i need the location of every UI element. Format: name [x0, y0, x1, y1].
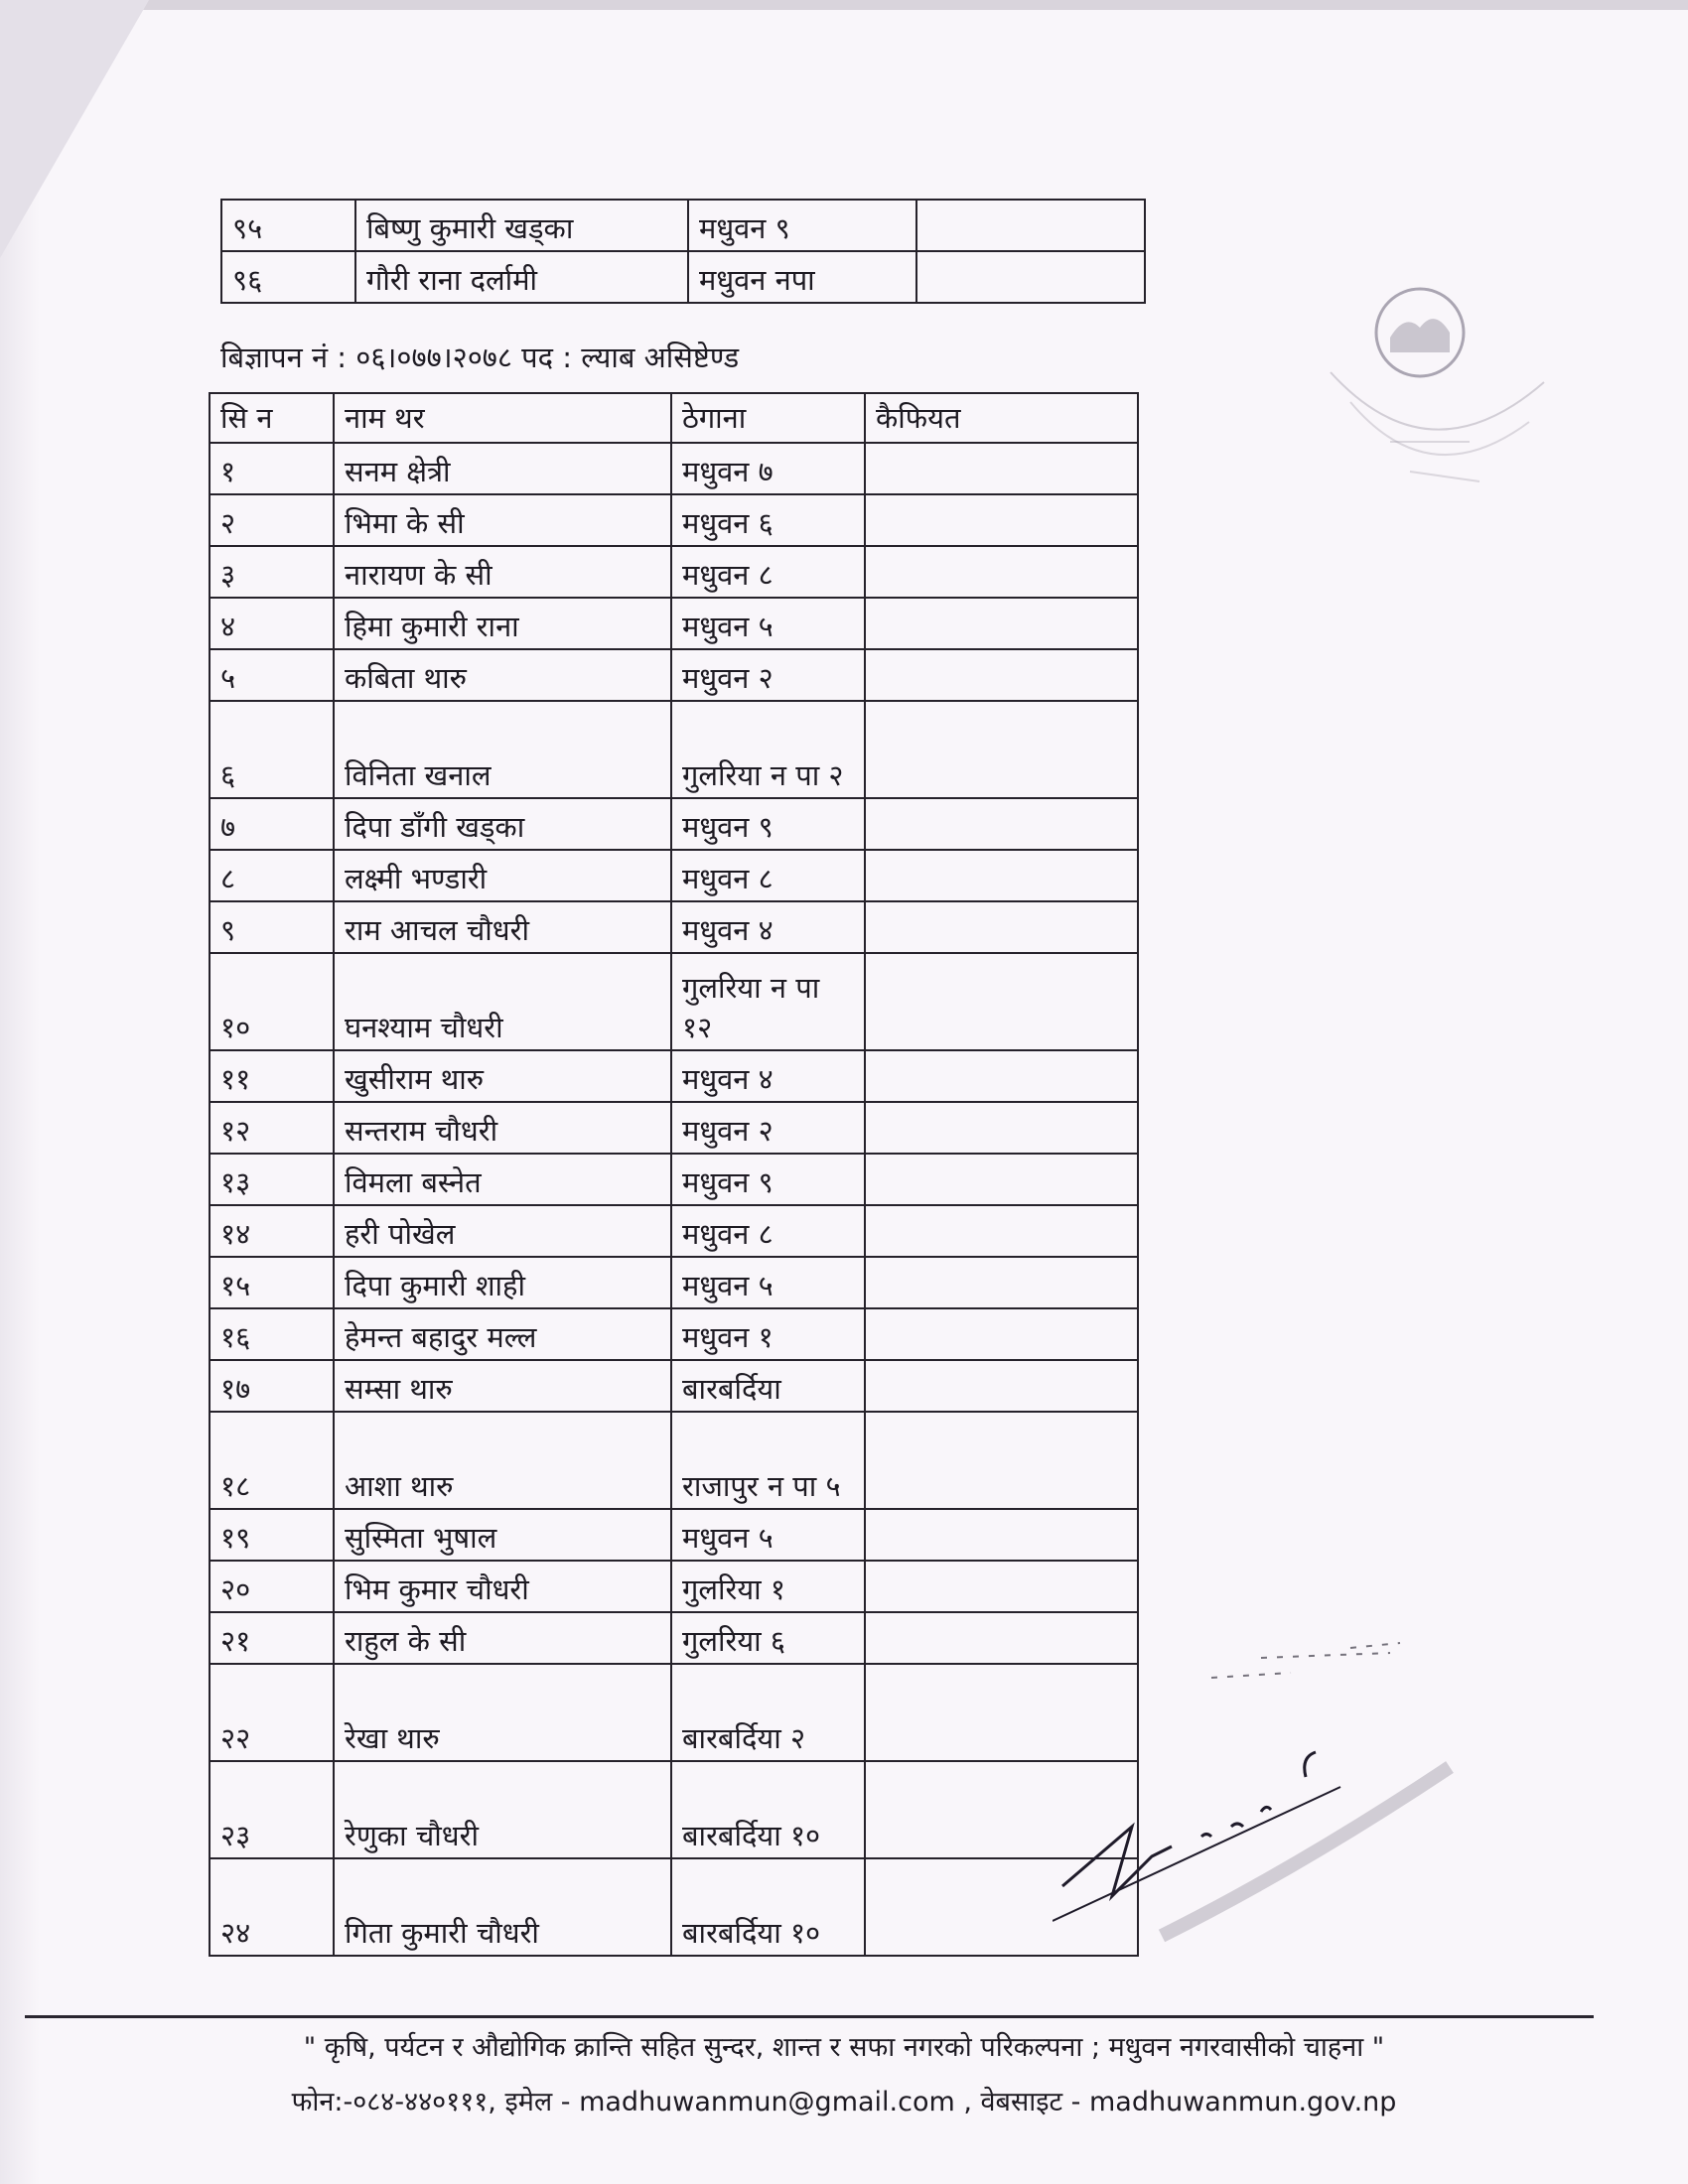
name-cell: आशा थारु [334, 1412, 671, 1509]
remarks-cell [865, 1205, 1138, 1257]
scan-edge [0, 0, 1688, 10]
table-row [210, 1257, 1138, 1308]
address-cell: मधुवन २ [671, 1102, 865, 1154]
page-corner-fold [0, 0, 149, 258]
remarks-cell [865, 901, 1138, 953]
table-row [210, 953, 1138, 1050]
address-cell: गुलरिया न पा २ [671, 701, 865, 798]
table-row [210, 1509, 1138, 1561]
serial-number-cell: ८ [210, 850, 334, 901]
address-cell: मधुवन ७ [671, 443, 865, 494]
table-row [210, 1612, 1138, 1664]
serial-number-cell: ७ [210, 798, 334, 850]
lab-assistant-table [209, 392, 1139, 1957]
serial-number-cell: २३ [210, 1761, 334, 1858]
table-row [210, 1858, 1138, 1956]
table-row [210, 798, 1138, 850]
serial-number-cell: २१ [210, 1612, 334, 1664]
address-cell: मधुवन ४ [671, 901, 865, 953]
remarks-cell [865, 1102, 1138, 1154]
serial-number-cell: १४ [210, 1205, 334, 1257]
address-cell: मधुवन २ [671, 649, 865, 701]
table-row [210, 701, 1138, 798]
officer-signature [1053, 1638, 1509, 1966]
address-cell: मधुवन ५ [671, 598, 865, 649]
footer-contact: फोन:-०८४-४४०१११, इमेल - madhuwanmun@gmail.com , वेबसाइट - madhuwanmun.gov.np [291, 2087, 1397, 2117]
header-address: ठेगाना [671, 393, 865, 443]
serial-number-cell: १९ [210, 1509, 334, 1561]
table-row [210, 649, 1138, 701]
remarks-cell [865, 494, 1138, 546]
address-cell: मधुवन ४ [671, 1050, 865, 1102]
address-cell: मधुवन ८ [671, 546, 865, 598]
table-row [221, 200, 1145, 251]
name-cell: खुसीराम थारु [334, 1050, 671, 1102]
table-row [210, 1561, 1138, 1612]
name-cell: रेणुका चौधरी [334, 1761, 671, 1858]
remarks-cell [916, 200, 1145, 251]
table-row [221, 251, 1145, 303]
table-row [210, 1761, 1138, 1858]
serial-number-cell: १६ [210, 1308, 334, 1360]
header-remarks: कैफियत [865, 393, 1138, 443]
address-cell: बारबर्दिया [671, 1360, 865, 1412]
remarks-cell [865, 649, 1138, 701]
table-row [210, 1360, 1138, 1412]
name-cell: सुस्मिता भुषाल [334, 1509, 671, 1561]
address-cell: मधुवन ९ [688, 200, 916, 251]
remarks-cell [865, 1308, 1138, 1360]
remarks-cell [865, 953, 1138, 1050]
name-cell: विमला बस्नेत [334, 1154, 671, 1205]
remarks-cell [865, 1412, 1138, 1509]
name-cell: गौरी राना दर्लामी [355, 251, 688, 303]
table-header-row [210, 393, 1138, 443]
name-cell: दिपा डाँगी खड्का [334, 798, 671, 850]
table-row [210, 1102, 1138, 1154]
name-cell: भिमा के सी [334, 494, 671, 546]
table-row [210, 1664, 1138, 1761]
advertisement-heading: बिज्ञापन नं : ०६।०७७।२०७८ पद : ल्याब असिष्टेण्ड [220, 341, 740, 374]
table-row [210, 443, 1138, 494]
serial-number-cell: ९५ [221, 200, 355, 251]
table-row [210, 1050, 1138, 1102]
name-cell: हेमन्त बहादुर मल्ल [334, 1308, 671, 1360]
address-cell: गुलरिया न पा १२ [671, 953, 865, 1050]
remarks-cell [865, 1360, 1138, 1412]
name-cell: राहुल के सी [334, 1612, 671, 1664]
table-row [210, 850, 1138, 901]
address-cell: गुलरिया ६ [671, 1612, 865, 1664]
remarks-cell [865, 443, 1138, 494]
lab-assistant-table-body [210, 443, 1138, 1956]
footer-divider [25, 2015, 1594, 2018]
address-cell: मधुवन ८ [671, 1205, 865, 1257]
table-row [210, 1205, 1138, 1257]
remarks-cell [865, 1154, 1138, 1205]
office-seal-stamp [1291, 283, 1569, 541]
address-cell: गुलरिया १ [671, 1561, 865, 1612]
serial-number-cell: २ [210, 494, 334, 546]
table-row [210, 901, 1138, 953]
address-cell: मधुवन १ [671, 1308, 865, 1360]
name-cell: लक्ष्मी भण्डारी [334, 850, 671, 901]
name-cell: कबिता थारु [334, 649, 671, 701]
remarks-cell [865, 1561, 1138, 1612]
address-cell: मधुवन नपा [688, 251, 916, 303]
serial-number-cell: ११ [210, 1050, 334, 1102]
name-cell: राम आचल चौधरी [334, 901, 671, 953]
address-cell: बारबर्दिया १० [671, 1858, 865, 1956]
serial-number-cell: ६ [210, 701, 334, 798]
previous-post-table-body [221, 200, 1145, 303]
name-cell: नारायण के सी [334, 546, 671, 598]
address-cell: बारबर्दिया २ [671, 1664, 865, 1761]
table-row [210, 598, 1138, 649]
table-row [210, 1412, 1138, 1509]
remarks-cell [916, 251, 1145, 303]
serial-number-cell: २० [210, 1561, 334, 1612]
serial-number-cell: ३ [210, 546, 334, 598]
serial-number-cell: ९ [210, 901, 334, 953]
serial-number-cell: ९६ [221, 251, 355, 303]
name-cell: दिपा कुमारी शाही [334, 1257, 671, 1308]
name-cell: गिता कुमारी चौधरी [334, 1858, 671, 1956]
name-cell: सम्सा थारु [334, 1360, 671, 1412]
remarks-cell [865, 546, 1138, 598]
table-row [210, 1154, 1138, 1205]
remarks-cell [865, 1509, 1138, 1561]
previous-post-table [220, 199, 1146, 304]
name-cell: रेखा थारु [334, 1664, 671, 1761]
remarks-cell [865, 1050, 1138, 1102]
table-row [210, 1308, 1138, 1360]
name-cell: भिम कुमार चौधरी [334, 1561, 671, 1612]
serial-number-cell: १ [210, 443, 334, 494]
address-cell: मधुवन ६ [671, 494, 865, 546]
header-serial-number: सि न [210, 393, 334, 443]
serial-number-cell: २४ [210, 1858, 334, 1956]
name-cell: विनिता खनाल [334, 701, 671, 798]
address-cell: मधुवन ५ [671, 1509, 865, 1561]
footer-slogan: " कृषि, पर्यटन र औद्योगिक क्रान्ति सहित सुन्दर, शान्त र सफा नगरको परिकल्पना ; मधुवन नगरवासीको चाहना " [303, 2032, 1385, 2063]
serial-number-cell: १३ [210, 1154, 334, 1205]
serial-number-cell: १७ [210, 1360, 334, 1412]
name-cell: घनश्याम चौधरी [334, 953, 671, 1050]
address-cell: मधुवन ९ [671, 798, 865, 850]
table-row [210, 546, 1138, 598]
address-cell: राजापुर न पा ५ [671, 1412, 865, 1509]
serial-number-cell: १० [210, 953, 334, 1050]
header-name: नाम थर [334, 393, 671, 443]
name-cell: हरी पोखेल [334, 1205, 671, 1257]
remarks-cell [865, 798, 1138, 850]
address-cell: मधुवन ९ [671, 1154, 865, 1205]
table-row [210, 494, 1138, 546]
name-cell: हिमा कुमारी राना [334, 598, 671, 649]
serial-number-cell: ५ [210, 649, 334, 701]
serial-number-cell: १८ [210, 1412, 334, 1509]
serial-number-cell: २२ [210, 1664, 334, 1761]
remarks-cell [865, 1257, 1138, 1308]
remarks-cell [865, 598, 1138, 649]
name-cell: सनम क्षेत्री [334, 443, 671, 494]
address-cell: मधुवन ८ [671, 850, 865, 901]
remarks-cell [865, 850, 1138, 901]
serial-number-cell: १२ [210, 1102, 334, 1154]
name-cell: बिष्णु कुमारी खड्का [355, 200, 688, 251]
address-cell: बारबर्दिया १० [671, 1761, 865, 1858]
serial-number-cell: ४ [210, 598, 334, 649]
serial-number-cell: १५ [210, 1257, 334, 1308]
remarks-cell [865, 701, 1138, 798]
address-cell: मधुवन ५ [671, 1257, 865, 1308]
name-cell: सन्तराम चौधरी [334, 1102, 671, 1154]
